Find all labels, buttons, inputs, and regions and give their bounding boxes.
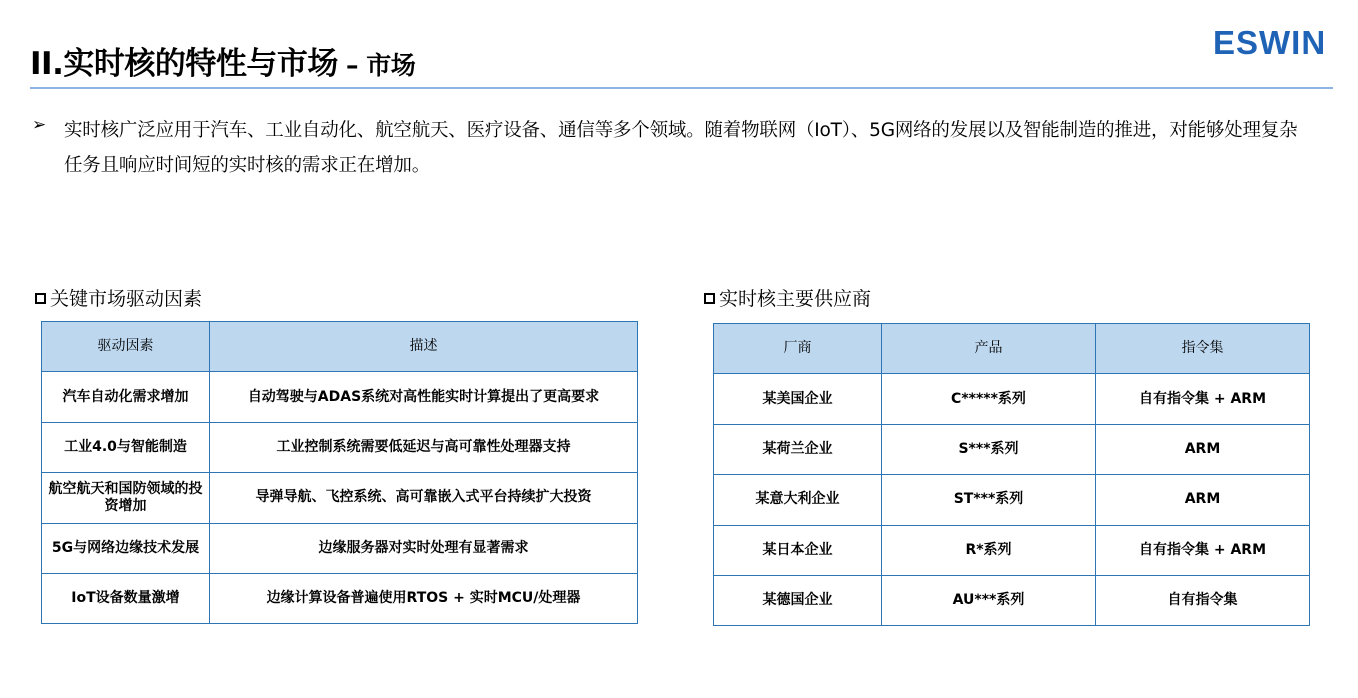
isa-cell: ARM	[1096, 475, 1310, 525]
vendor-cell: 某德国企业	[714, 575, 882, 625]
header-divider	[30, 87, 1333, 89]
vendors-section-label: 实时核主要供应商	[719, 288, 872, 310]
description-cell: 边缘计算设备普遍使用RTOS + 实时MCU/处理器	[210, 573, 638, 623]
table-row	[42, 523, 638, 573]
title-subtitle: 市场	[366, 51, 416, 80]
title-main: II.实时核的特性与市场	[30, 46, 338, 82]
table-row	[42, 473, 638, 523]
eswin-logo: ESWIN	[1213, 24, 1327, 61]
column-header: 驱动因素	[42, 322, 210, 372]
table-header-row	[42, 322, 638, 372]
product-cell: AU***系列	[882, 575, 1096, 625]
table-row	[714, 475, 1310, 525]
description-cell: 边缘服务器对实时处理有显著需求	[210, 523, 638, 573]
table-row	[714, 424, 1310, 474]
product-cell: R*系列	[882, 525, 1096, 575]
vendor-cell: 某日本企业	[714, 525, 882, 575]
product-cell: C*****系列	[882, 374, 1096, 424]
drivers-table	[41, 321, 638, 624]
checkbox-square-icon	[35, 293, 46, 304]
arrow-bullet-icon: ➢	[32, 115, 47, 135]
drivers-section-label: 关键市场驱动因素	[50, 288, 203, 310]
isa-cell: ARM	[1096, 424, 1310, 474]
column-header: 产品	[882, 324, 1096, 374]
title-separator: –	[337, 51, 367, 80]
table-row	[714, 575, 1310, 625]
table-row	[42, 372, 638, 422]
checkbox-square-icon	[704, 293, 715, 304]
column-header: 指令集	[1096, 324, 1310, 374]
table-row	[714, 374, 1310, 424]
isa-cell: 自有指令集	[1096, 575, 1310, 625]
isa-cell: 自有指令集 + ARM	[1096, 525, 1310, 575]
vendors-section-title	[704, 284, 871, 311]
intro-paragraph: 实时核广泛应用于汽车、工业自动化、航空航天、医疗设备、通信等多个领域。随着物联网（IoT）、5G网络的发展以及智能制造的推进，对能够处理复杂任务且响应时间短的实时核的需求正在增加。	[64, 120, 1298, 176]
table-row	[42, 573, 638, 623]
vendors-table	[713, 323, 1310, 626]
driver-cell: 工业4.0与智能制造	[42, 422, 210, 472]
column-header: 描述	[210, 322, 638, 372]
description-cell: 导弹导航、飞控系统、高可靠嵌入式平台持续扩大投资	[210, 473, 638, 523]
description-cell: 自动驾驶与ADAS系统对高性能实时计算提出了更高要求	[210, 372, 638, 422]
drivers-section-title	[35, 284, 202, 311]
driver-cell: 航空航天和国防领域的投资增加	[42, 473, 210, 523]
table-header-row	[714, 324, 1310, 374]
description-cell: 工业控制系统需要低延迟与高可靠性处理器支持	[210, 422, 638, 472]
driver-cell: 5G与网络边缘技术发展	[42, 523, 210, 573]
vendor-cell: 某荷兰企业	[714, 424, 882, 474]
table-row	[42, 422, 638, 472]
vendor-cell: 某美国企业	[714, 374, 882, 424]
column-header: 厂商	[714, 324, 882, 374]
isa-cell: 自有指令集 + ARM	[1096, 374, 1310, 424]
vendor-cell: 某意大利企业	[714, 475, 882, 525]
driver-cell: IoT设备数量激增	[42, 573, 210, 623]
page-title	[30, 38, 415, 83]
product-cell: ST***系列	[882, 475, 1096, 525]
driver-cell: 汽车自动化需求增加	[42, 372, 210, 422]
table-row	[714, 525, 1310, 575]
product-cell: S***系列	[882, 424, 1096, 474]
